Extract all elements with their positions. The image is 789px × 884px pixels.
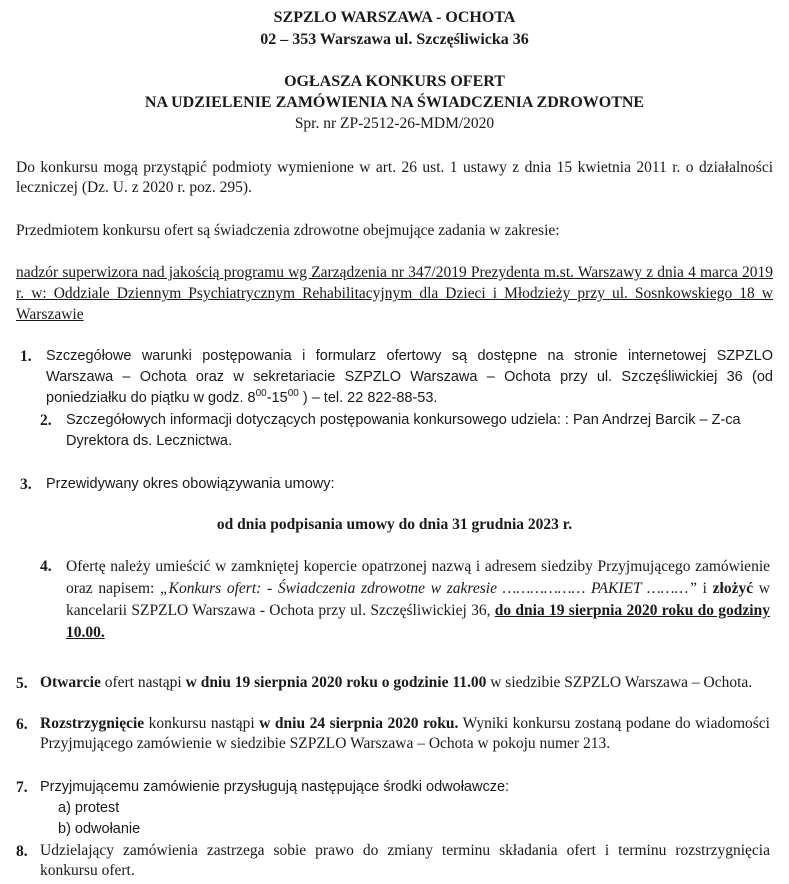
item-8-text: Udzielający zamówienia zastrzega sobie prawo do zmiany terminu składania ofert i terminu rozstrzygnięcia konkursu ofert. (40, 842, 770, 879)
item-4-text-part: Ofertę należy umieścić w zamkniętej kopercie opatrzonej nazwą i adresem siedziby Przyjmującego zamówienie oraz napisem: (66, 558, 770, 597)
resolution-date: w dniu 24 sierpnia 2020 roku. (259, 715, 459, 732)
item-6-results: Wyniki konkursu zostaną podane do wiadomości Przyjmującego zamówienie w siedzibie SZPZLO Warszawa – Ochota w pokoju numer 213. (40, 715, 770, 752)
item-number-3: 3. (20, 476, 32, 493)
intro-paragraph: Do konkursu mogą przystąpić podmioty wymienione w art. 26 ust. 1 ustawy z dnia 15 kwietnia 2011 r. o działalności leczniczej (Dz. U. z 2020 r. poz. 295). (16, 159, 773, 196)
announcement-title-1: OGŁASZA KONKURS OFERT (284, 73, 505, 90)
item-1-text-mid: -15 (266, 390, 288, 406)
item-number-5: 5. (16, 675, 28, 692)
item-1-text-part: Szczegółowe warunki postępowania i formularz ofertowy są dostępne na stronie internetowej SZPZLO Warszawa – Ochota oraz w sekretariacie SZPZLO Warszawa – Ochota przy ul. Szczęśliwickiej 36 (od poniedziałku do piątku w godz. 8 (46, 348, 773, 406)
item-number-8: 8. (16, 843, 28, 860)
scope-intro: Przedmiotem konkursu ofert są świadczenia zdrowotne obejmujące zadania w zakresie: (16, 222, 560, 239)
announcement-title-2: NA UDZIELENIE ZAMÓWIENIA NA ŚWIADCZENIA ZDROWOTNE (144, 94, 645, 111)
item-number-4: 4. (40, 558, 52, 575)
item-number-1: 1. (20, 348, 32, 365)
submit-word: złożyć (712, 580, 754, 597)
reference-number: Spr. nr ZP-2512-26-MDM/2020 (294, 115, 495, 132)
item-4-location: w kancelarii SZPZLO Warszawa - Ochota przy ul. Szczęśliwickiej 36, (66, 580, 770, 619)
item-number-7: 7. (16, 779, 28, 796)
resolution-word: Rozstrzygnięcie (40, 715, 145, 732)
item-4-text (66, 556, 770, 644)
opening-date: w dniu 19 sierpnia 2020 roku o godzinie 11.00 (185, 674, 487, 691)
item-5-part: ofert nastąpi (100, 674, 186, 691)
item-1-text (46, 346, 773, 409)
item-number-6: 6. (16, 716, 28, 733)
item-2-text: Szczegółowych informacji dotyczących postępowania konkursowego udziela: : Pan Andrzej Barcik – Z-ca Dyrektora ds. Lecznictwa. (66, 412, 741, 449)
item-1-text-end: ) – tel. 22 822-88-53. (298, 390, 438, 406)
contract-period: od dnia podpisania umowy do dnia 31 grudnia 2023 r. (216, 516, 573, 533)
org-address: 02 – 353 Warszawa ul. Szczęśliwicka 36 (260, 31, 529, 48)
opening-word: Otwarcie (40, 674, 101, 691)
envelope-label: „Konkurs ofert: - Świadczenia zdrowotne w zakresie ……………… PAKIET ………” (160, 580, 697, 597)
submission-deadline: do dnia 19 sierpnia 2020 roku do godziny 10.00. (66, 602, 770, 641)
item-7-text: Przyjmującemu zamówienie przysługują następujące środki odwoławcze: (40, 779, 510, 795)
item-5-text (40, 673, 770, 693)
item-4-conj: i (696, 580, 713, 597)
remedy-appeal: b) odwołanie (58, 821, 141, 837)
item-6-text (40, 714, 770, 754)
item-5-location: w siedzibie SZPZLO Warszawa – Ochota. (486, 674, 753, 691)
org-name: SZPZLO WARSZAWA - OCHOTA (273, 9, 516, 26)
item-3-text: Przewidywany okres obowiązywania umowy: (46, 476, 335, 492)
remedy-protest: a) protest (58, 800, 120, 816)
scope-description: nadzór superwizora nad jakością programu wg Zarządzenia nr 347/2019 Prezydenta m.st. Warszawy z dnia 4 marca 2019 r. w: Oddziale Dziennym Psychiatrycznym Rehabilitacyjnym dla Dzieci i Młodzieży przy ul. Sosnkowskiego 18 w Warszawie (16, 264, 773, 323)
hour-end-sup: 00 (287, 388, 299, 400)
hour-start-sup: 00 (255, 388, 267, 400)
item-6-part: konkursu nastąpi (144, 715, 260, 732)
item-number-2: 2. (40, 412, 52, 429)
